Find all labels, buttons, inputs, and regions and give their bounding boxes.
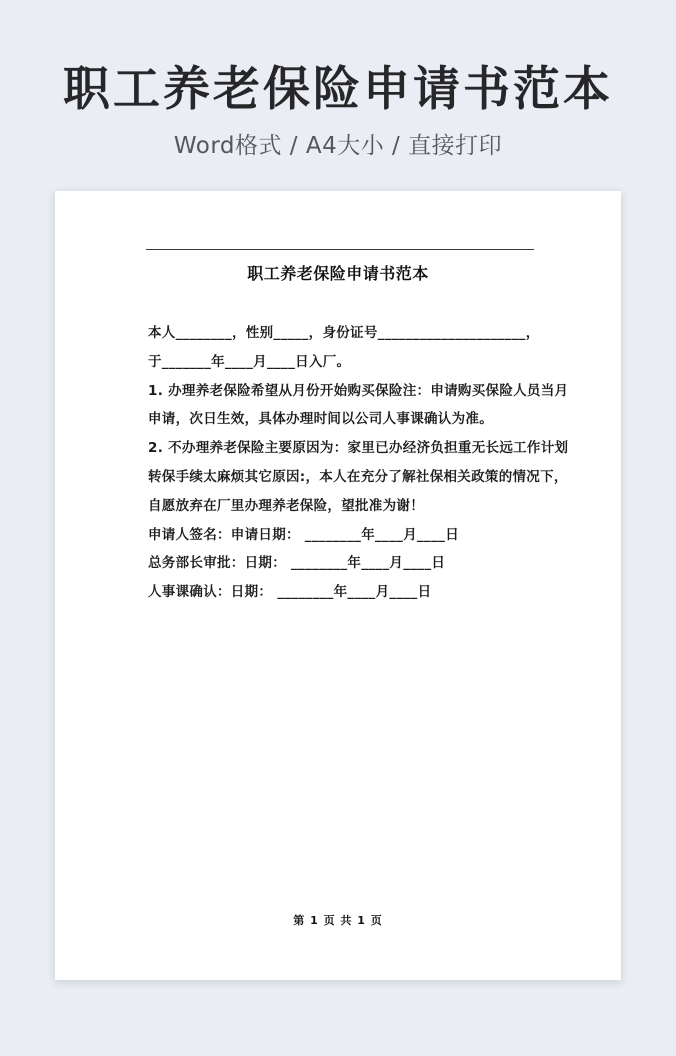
doc-line: 申请人签名：申请日期： ________年____月____日: [148, 526, 459, 543]
page-number-footer: 第 1 页 共 1 页: [293, 914, 383, 927]
document-title: 职工养老保险申请书范本: [247, 264, 429, 283]
doc-body: [148, 319, 568, 607]
paragraph-clause-1: [148, 377, 568, 435]
paragraph-clause-2: [148, 434, 568, 520]
paragraph-general-affairs-approval: [148, 549, 568, 578]
doc-line: 自愿放弃在厂里办理养老保险，望批准为谢！: [148, 497, 424, 514]
doc-line: 人事课确认：日期： ________年____月____日: [148, 584, 432, 601]
doc-line: 申请，次日生效，具体办理时间以公司人事课确认为准。: [148, 411, 493, 428]
doc-line: 总务部长审批：日期： ________年____月____日: [148, 555, 446, 572]
page-title: 职工养老保险申请书范本: [63, 62, 613, 117]
paragraph-hr-confirmation: [148, 578, 568, 607]
paragraph-personal-info: [148, 319, 568, 377]
paragraph-applicant-signature: [148, 521, 568, 550]
doc-line: 于_______年____月____日入厂。: [148, 353, 351, 370]
preview-header: [0, 0, 676, 160]
doc-line: 转保手续太麻烦其它原因:，本人在充分了解社保相关政策的情况下，: [148, 468, 568, 485]
page-subtitle: Word格式 / A4大小 / 直接打印: [173, 132, 503, 159]
doc-line: 2. 不办理养老保险主要原因为：家里已办经济负担重无长远工作计划: [148, 440, 569, 457]
document-top-rule: [146, 249, 534, 250]
document-preview: [55, 191, 621, 980]
doc-line: 1. 办理养老保险希望从月份开始购买保险注：申请购买保险人员当月: [148, 382, 569, 399]
doc-line: 本人________，性别_____，身份证号_____________________，: [148, 325, 540, 341]
